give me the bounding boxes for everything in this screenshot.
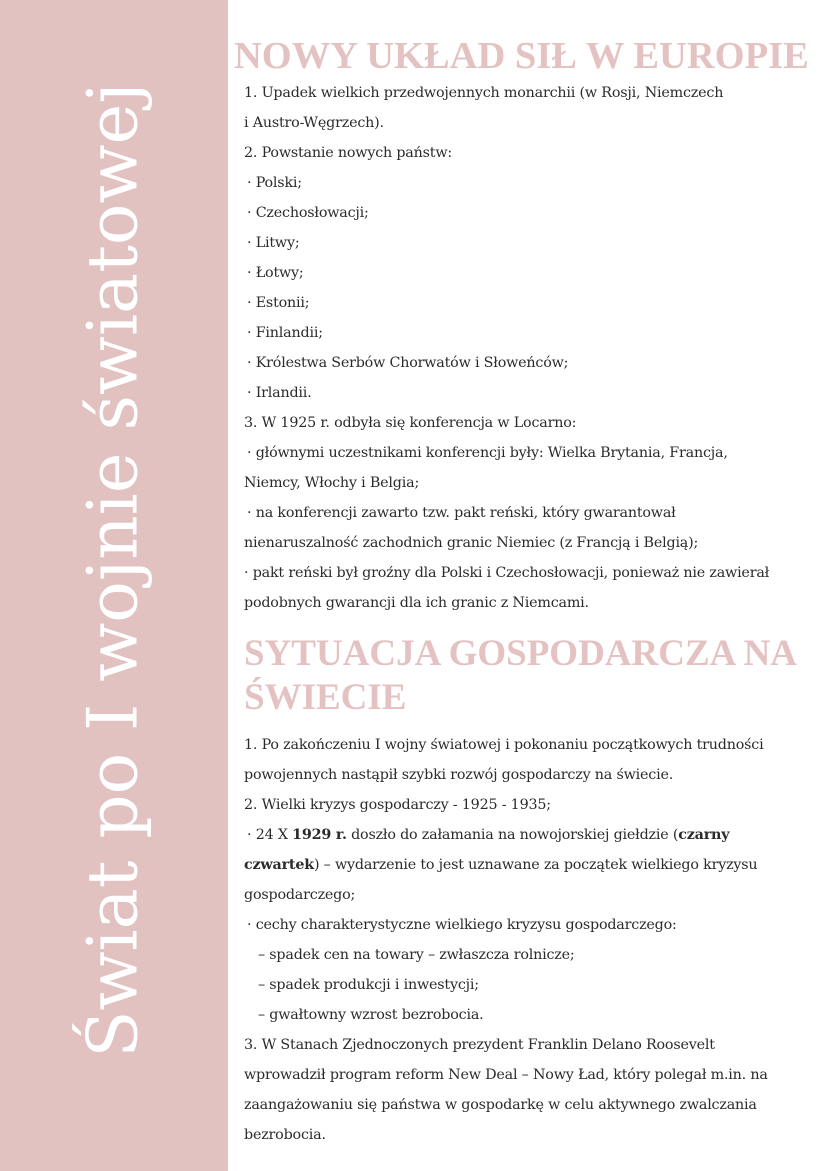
sidebar-band	[0, 0, 228, 1171]
list-item: · Królestwa Serbów Chorwatów i Słoweńców;	[247, 355, 569, 371]
crash-prefix: · 24 X	[247, 827, 293, 843]
text-line: nienaruszalność zachodnich granic Niemiec (z Francją i Belgią);	[244, 535, 699, 551]
text-line: 2. Wielki kryzys gospodarczy - 1925 - 1935;	[244, 797, 551, 813]
text-line: Niemcy, Włochy i Belgia;	[244, 475, 420, 491]
crash-suffix: ) – wydarzenie to jest uznawane za początek wielkiego kryzysu	[313, 857, 758, 873]
text-line: · na konferencji zawarto tzw. pakt reński, który gwarantował	[247, 505, 676, 521]
text-line: 3. W 1925 r. odbyła się konferencja w Locarno:	[244, 415, 577, 431]
content-column	[234, 32, 816, 1150]
list-item: – gwałtowny wzrost bezrobocia.	[258, 1007, 484, 1023]
list-item: · Estonii;	[247, 295, 310, 311]
list-item: · Czechosłowacji;	[247, 205, 369, 221]
text-line: 1. Po zakończeniu I wojny światowej i pokonaniu początkowych trudności	[244, 737, 764, 753]
text-line: · pakt reński był groźny dla Polski i Czechosłowacji, ponieważ nie zawierał	[244, 565, 770, 581]
text-line: · głównymi uczestnikami konferencji były: Wielka Brytania, Francja,	[247, 445, 728, 461]
text-line: podobnych gwarancji dla ich granic z Niemcami.	[244, 595, 589, 611]
list-item: – spadek cen na towary – zwłaszcza rolnicze;	[258, 947, 575, 963]
text-line: powojennych nastąpił szybki rozwój gospodarczy na świecie.	[244, 767, 674, 783]
text-line: wprowadził program reform New Deal – Nowy Ład, który polegał m.in. na	[244, 1067, 768, 1083]
section-heading-economy	[244, 632, 816, 720]
crash-middle: doszło do załamania na nowojorskiej giełdzie (	[346, 827, 679, 843]
text-line: 2. Powstanie nowych państw:	[244, 145, 452, 161]
section-body-europe	[244, 78, 816, 618]
list-item: · Litwy;	[247, 235, 300, 251]
text-line	[244, 850, 816, 880]
crash-term-2: czwartek	[244, 857, 314, 873]
text-line: 1. Upadek wielkich przedwojennych monarchii (w Rosji, Niemczech	[244, 85, 724, 101]
crash-term-1: czarny	[678, 827, 730, 843]
text-line: zaangażowaniu się państwa w gospodarkę w celu aktywnego zwalczania	[244, 1097, 757, 1113]
list-item: · Finlandii;	[247, 325, 323, 341]
heading-line: ŚWIECIE	[244, 677, 407, 718]
text-line: bezrobocia.	[244, 1127, 326, 1143]
text-line: 3. W Stanach Zjednoczonych prezydent Franklin Delano Roosevelt	[244, 1037, 715, 1053]
heading-line: SYTUACJA GOSPODARCZA NA	[244, 633, 798, 674]
section-heading-europe: NOWY UKŁAD SIŁ W EUROPIE	[234, 35, 809, 77]
vertical-title: Świat po I wojnie światowej	[73, 82, 154, 1058]
list-item: · Irlandii.	[247, 385, 312, 401]
text-line: gospodarczego;	[244, 887, 356, 903]
crash-year: 1929 r.	[292, 827, 347, 843]
section-body-economy	[244, 730, 816, 1150]
list-item: · cechy charakterystyczne wielkiego kryzysu gospodarczego:	[247, 917, 677, 933]
list-item: · Łotwy;	[247, 265, 304, 281]
list-item: – spadek produkcji i inwestycji;	[258, 977, 479, 993]
text-line	[244, 820, 816, 850]
list-item: · Polski;	[247, 175, 302, 191]
text-line: i Austro-Węgrzech).	[244, 115, 384, 131]
